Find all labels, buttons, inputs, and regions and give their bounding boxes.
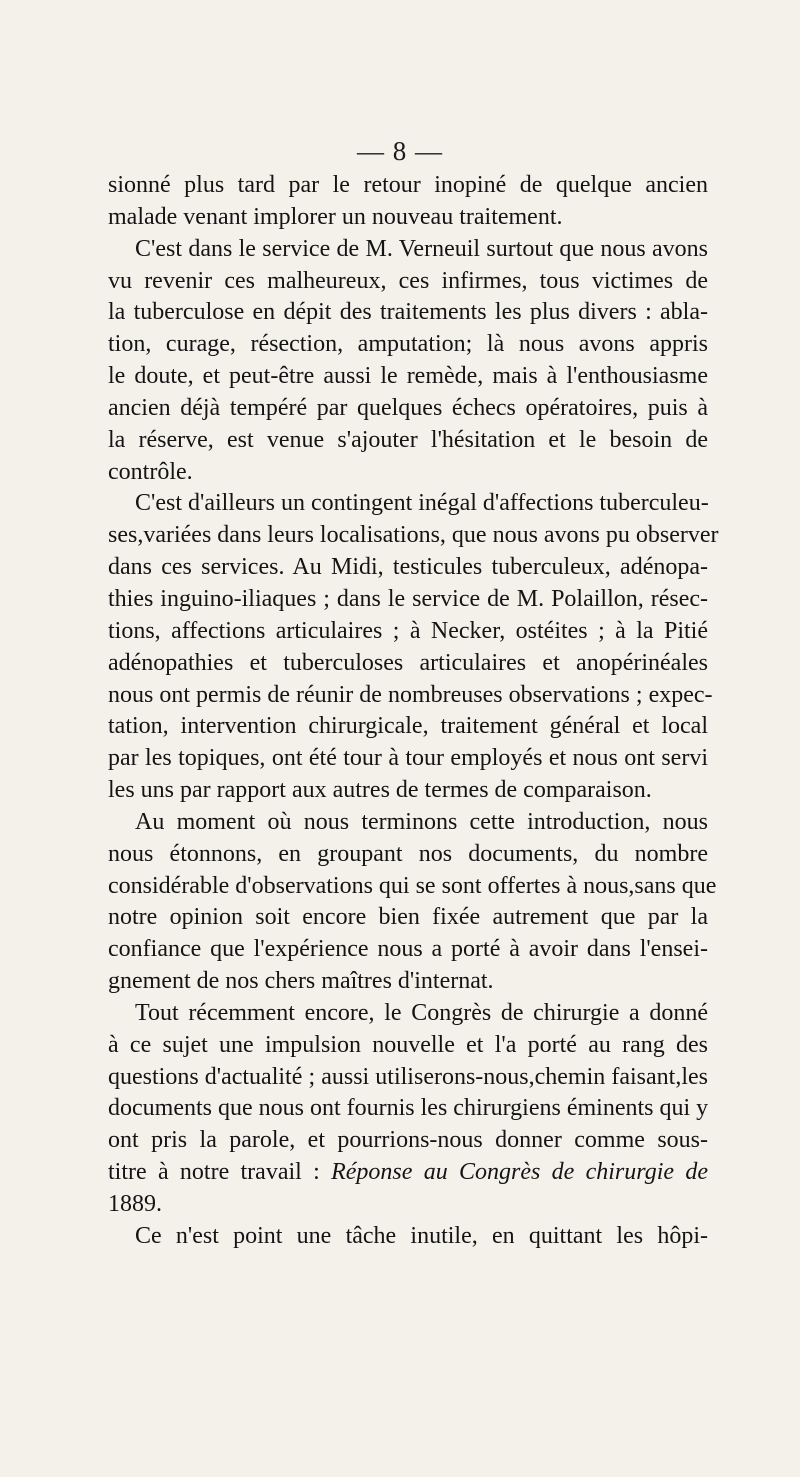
- body-text: [108, 170, 719, 1253]
- text-line: Tout récemment encore, le Congrès de chirurgie a donné: [135, 999, 708, 1026]
- text-line: 1889.: [108, 1191, 162, 1217]
- text-line: Ce n'est point une tâche inutile, en quittant les hôpi-: [135, 1222, 708, 1249]
- text-line: vu revenir ces malheureux, ces infirmes, tous victimes de: [108, 267, 708, 294]
- text-line: contrôle.: [108, 458, 193, 485]
- text-line: dans ces services. Au Midi, testicules tuberculeux, adénopa-: [108, 554, 708, 581]
- text-line: gnement de nos chers maîtres d'internat.: [108, 968, 494, 995]
- text-line: malade venant implorer un nouveau traitement.: [108, 203, 563, 230]
- text-line: tions, affections articulaires ; à Necker, ostéites ; à la Pitié: [108, 617, 708, 644]
- text-line: le doute, et peut-être aussi le remède, mais à l'enthousiasme: [108, 363, 708, 390]
- text-line: documents que nous ont fournis les chirurgiens éminents qui y: [108, 1095, 709, 1122]
- text-line: tation, intervention chirurgicale, traitement général et local: [108, 713, 708, 740]
- page-number: — 8 —: [357, 136, 443, 166]
- text-line: considérable d'observations qui se sont offertes à nous,sans que: [108, 872, 717, 899]
- text-line: C'est d'ailleurs un contingent inégal d'affections tuberculeu-: [135, 490, 709, 517]
- text-line: Au moment où nous terminons cette introduction, nous: [135, 808, 708, 835]
- text-fragment: titre à notre travail :: [108, 1159, 332, 1186]
- text-line: par les topiques, ont été tour à tour employés et nous ont servi: [108, 745, 708, 772]
- text-line: notre opinion soit encore bien fixée autrement que par la: [108, 904, 708, 931]
- text-line: adénopathies et tuberculoses articulaires et anopérinéales: [108, 649, 708, 676]
- text-line: la tuberculose en dépit des traitements les plus divers : abla-: [108, 299, 708, 326]
- text-line: ses,variées dans leurs localisations, que nous avons pu observer: [108, 522, 719, 549]
- text-line-with-title: [108, 1157, 708, 1189]
- text-line: C'est dans le service de M. Verneuil surtout que nous avons: [135, 235, 708, 262]
- text-line: thies inguino-iliaques ; dans le service de M. Polaillon, résec-: [108, 585, 708, 612]
- text-line: questions d'actualité ; aussi utiliserons-nous,chemin faisant,les: [108, 1063, 708, 1090]
- text-line: nous étonnons, en groupant nos documents, du nombre: [108, 840, 708, 867]
- text-line: les uns par rapport aux autres de termes de comparaison.: [108, 777, 652, 804]
- text-line: sionné plus tard par le retour inopiné de quelque ancien: [108, 172, 708, 198]
- text-line: la réserve, est venue s'ajouter l'hésitation et le besoin de: [108, 426, 708, 453]
- text-line: tion, curage, résection, amputation; là nous avons appris: [108, 331, 708, 358]
- text-line: à ce sujet une impulsion nouvelle et l'a porté au rang des: [108, 1031, 708, 1058]
- text-line: ancien déjà tempéré par quelques échecs opératoires, puis à: [108, 394, 708, 421]
- text-line: ont pris la parole, et pourrions-nous donner comme sous-: [108, 1127, 708, 1154]
- italic-title: Réponse au Congrès de chirurgie de: [331, 1159, 708, 1186]
- text-line: nous ont permis de réunir de nombreuses observations ; expec-: [108, 681, 713, 708]
- text-line: confiance que l'expérience nous a porté à avoir dans l'ensei-: [108, 936, 708, 963]
